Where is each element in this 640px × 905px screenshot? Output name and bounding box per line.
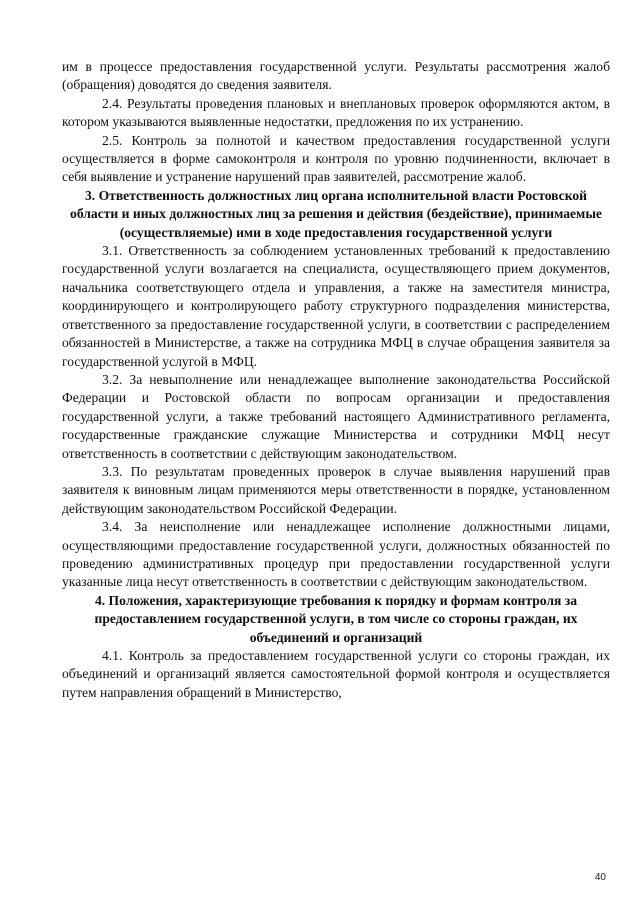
paragraph-4-1: 4.1. Контроль за предоставлением государственной услуги со стороны граждан, их объединений и организаций является самостоятельной формой контроля и осуществляется путем направления обращений в Министерство, [62,648,610,700]
paragraph-3-4: 3.4. За неисполнение или ненадлежащее исполнение должностными лицами, осуществляющими предоставление государственной услуги, должностных обязанностей по проведению административных процедур при предоставлении государственной услуги указанные лица несут ответственность в соответствии с действующим законодательством. [62,519,610,590]
section-heading-4: 4. Положения, характеризующие требования к порядку и формам контроля за предоставлением государственной услуги, в том числе со стороны граждан, их объединений и организаций [94,592,578,645]
paragraph-2-4: 2.4. Результаты проведения плановых и внеплановых проверок оформляются актом, в котором указываются выявленные недостатки, предложения по их устранению. [62,95,610,130]
paragraph-continuation: им в процессе предоставления государственной услуги. Результаты рассмотрения жалоб (обращения) доводятся до сведения заявителя. [62,59,610,93]
paragraph-3-3: 3.3. По результатам проведенных проверок в случае выявления нарушений прав заявителя к виновным лицам применяются меры ответственности в порядке, установленном действующим законодательством Российской Федерации. [62,463,610,516]
paragraph-3-2: 3.2. За невыполнение или ненадлежащее выполнение законодательства Российской Федерации и Ростовской области по вопросам организации и предоставления государственной услуги, а также требований настоящего Административного регламента, государственные гражданские служащие Министерства и сотрудники МФЦ несут ответственность в соответствии с действующим законодательством. [62,371,610,461]
paragraph-2-5: 2.5. Контроль за полнотой и качеством предоставления государственной услуги осуществляется в форме самоконтроля и контроля по уровню подчиненности, включает в себя выявление и устранение нарушений прав заявителей, рассмотрение жалоб. [62,132,610,185]
document-body [62,58,610,702]
page-number: 40 [594,872,606,883]
paragraph-3-1: 3.1. Ответственность за соблюдением установленных требований к предоставлению государственной услуги возлагается на специалиста, осуществляющего прием документов, начальника соответствующего отдела и управления, а также на заместителя министра, координирующего и контролирующего работу структурного подразделения министерства, ответственного за предоставление государственной услуги, в соответствии с распределением обязанностей в Министерстве, а также на сотрудника МФЦ в случае обращения заявителя за государственной услугой в МФЦ. [62,243,610,369]
section-heading-3: 3. Ответственность должностных лиц органа исполнительной власти Ростовской области и иных должностных лиц за решения и действия (бездействие), принимаемые (осуществляемые) ими в ходе предоставления государственной услуги [70,187,602,240]
